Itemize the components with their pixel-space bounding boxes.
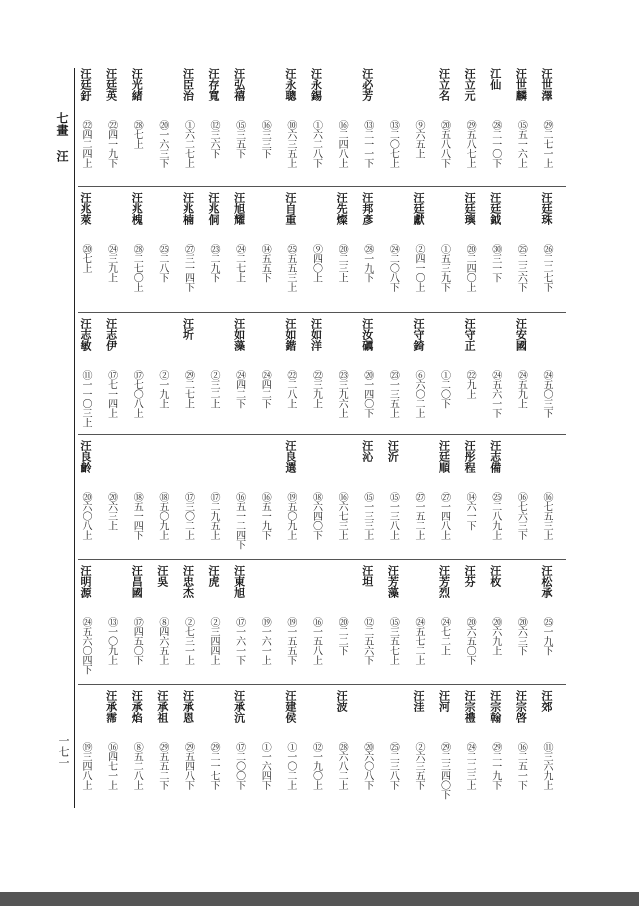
entry-ref: ⑰一六一下 <box>233 617 245 665</box>
entry-ref: ㉙二七上 <box>182 370 194 408</box>
entry-name: 汪光緒 <box>130 68 144 101</box>
entry-name: 汪承祖 <box>155 690 169 723</box>
entry-ref: ㉙五八七上 <box>464 120 476 168</box>
entry-ref: ㉙五四八下 <box>182 742 194 790</box>
entry-ref: ㉕二三六下 <box>515 244 527 292</box>
entry-ref: ⑳六九上 <box>489 617 501 655</box>
entry-name: 汪兆侗 <box>207 192 221 225</box>
entry-name: 汪弘禧 <box>232 68 246 101</box>
entry-ref: ㉙五五二下 <box>156 742 168 790</box>
entry-name: 汪志伊 <box>104 318 118 351</box>
entry-ref: ⑫三六下 <box>208 120 220 158</box>
entry-ref: ②七三一上 <box>182 617 194 665</box>
entry-ref: ⑨四〇上 <box>310 244 322 282</box>
entry-name: 汪如洋 <box>309 318 323 351</box>
entry-ref: ㉙二三四〇下 <box>438 742 450 799</box>
entry-ref: ⑯七五三上 <box>541 492 552 540</box>
entry-name: 汪芳烈 <box>437 565 451 598</box>
entry-ref: ⑳六五〇下 <box>464 617 476 665</box>
entry-ref: ㉒四一九下 <box>105 120 117 168</box>
entry-name: 汪先燦 <box>335 192 349 225</box>
entry-ref: ②六三五下 <box>412 742 424 790</box>
entry-ref: ⑯二四八上 <box>336 120 348 168</box>
entry-name: 汪汝礪 <box>360 318 374 351</box>
entry-ref: ①六二七上 <box>182 120 194 168</box>
entry-ref: ㉔四二下 <box>259 370 271 408</box>
entry-ref: ㉘七上 <box>131 120 143 149</box>
entry-ref: ⑧四六五上 <box>156 617 168 665</box>
entry-ref: ㉙二一七下 <box>208 742 220 790</box>
entry-ref: ⑳二二下 <box>336 617 348 655</box>
entry-ref: ①一六四下 <box>259 742 271 790</box>
entry-ref: ⑮一三三上 <box>361 492 373 540</box>
entry-name: 汪洼 <box>411 690 425 712</box>
entry-name: 汪邦彥 <box>360 192 374 225</box>
entry-ref: ②一九上 <box>156 370 168 408</box>
entry-ref: ㉗三一四下 <box>182 244 194 292</box>
entry-ref: ⑯三三下 <box>259 120 271 158</box>
entry-name: 汪安國 <box>514 318 528 351</box>
entry-name: 汪建侯 <box>283 690 297 723</box>
entry-name: 汪廷英 <box>104 68 118 101</box>
entry-ref: ㉕五五三上 <box>284 244 296 292</box>
entry-name: 汪良選 <box>283 440 297 473</box>
entry-ref: ⑲三四八上 <box>80 742 91 790</box>
entry-ref: ㉗一五二上 <box>412 492 424 540</box>
entry-ref: ⑯六七三上 <box>336 492 348 540</box>
entry-name: 汪存寬 <box>207 68 221 101</box>
entry-ref: ⑭六一下 <box>464 492 476 530</box>
band-divider <box>78 559 566 560</box>
entry-name: 汪沁 <box>360 440 374 462</box>
entry-name: 汪廷璵 <box>463 192 477 225</box>
entry-name: 汪廷順 <box>437 440 451 473</box>
band-divider <box>78 186 566 187</box>
entry-name: 汪旭耀 <box>232 192 246 225</box>
entry-name: 江仙 <box>488 68 502 90</box>
entry-name: 汪兆萊 <box>79 192 92 225</box>
entry-ref: ㉔二二三上 <box>464 742 476 790</box>
entry-ref: ㉓一三五上 <box>387 370 399 418</box>
entry-name: 汪沂 <box>386 440 400 462</box>
entry-name: 汪波 <box>335 690 349 712</box>
entry-ref: ①五三九下 <box>438 244 450 292</box>
entry-name: 汪虎 <box>207 565 221 587</box>
entry-name: 汪宗禮 <box>463 690 477 723</box>
entry-name: 汪芬 <box>463 565 477 587</box>
entry-ref: ⑯四七一上 <box>105 742 117 790</box>
entry-ref: ㉘一九下 <box>361 244 373 282</box>
band-divider <box>78 684 566 685</box>
entry-name: 汪守錡 <box>411 318 425 351</box>
entry-ref: ①二〇下 <box>438 370 450 408</box>
entry-ref: ㉕二八九上 <box>489 492 501 540</box>
entry-ref: ㉒二八上 <box>284 370 296 408</box>
band-divider <box>78 312 566 313</box>
entry-ref: ⑳二三上 <box>336 244 348 282</box>
entry-name: 汪立元 <box>463 68 477 101</box>
entry-ref: ㉔四二下 <box>233 370 245 408</box>
entry-name: 汪永錫 <box>309 68 323 101</box>
entry-name: 汪承霈 <box>104 690 118 723</box>
entry-ref: ⑮五一六上 <box>515 120 527 168</box>
entry-name: 汪圻 <box>181 318 195 340</box>
entry-name: 汪必芳 <box>360 68 374 101</box>
page-number: 一七一 <box>57 735 70 768</box>
entry-name: 汪志敏 <box>79 318 92 351</box>
entry-ref: ㉔五七二上 <box>412 617 424 665</box>
entry-ref: ②三四四上 <box>208 617 220 665</box>
entry-name: 汪自重 <box>283 192 297 225</box>
entry-name: 汪如藻 <box>232 318 246 351</box>
entry-ref: ⑯一五八上 <box>310 617 322 665</box>
entry-ref: ㉖二二七下 <box>541 244 552 292</box>
band-divider <box>78 434 566 435</box>
entry-name: 汪兆楠 <box>181 192 195 225</box>
entry-ref: ㉙二七一上 <box>541 120 552 168</box>
entry-ref: ⑳七上 <box>80 244 91 273</box>
entry-ref: ㉓三九六上 <box>336 370 348 418</box>
viewer-bottom-bar <box>0 892 639 906</box>
entry-ref: ⑮一三八上 <box>387 492 399 540</box>
entry-ref: ⑥六〇二上 <box>412 370 424 418</box>
entry-ref: ㉕二八下 <box>156 244 168 282</box>
entry-name: 汪世麟 <box>514 68 528 101</box>
entry-name: 汪彤程 <box>463 440 477 473</box>
entry-ref: ⑰二九五上 <box>208 492 220 540</box>
entry-name: 汪芳藻 <box>386 565 400 598</box>
entry-ref: ②三二上 <box>208 370 220 408</box>
entry-ref: ⑮三五七上 <box>387 617 399 665</box>
entry-ref: ⑯二五一下 <box>515 742 527 790</box>
entry-ref: ㉕二三八下 <box>387 742 399 790</box>
entry-ref: ⑰七〇八上 <box>131 370 143 418</box>
entry-name: 汪廷鉞 <box>488 192 502 225</box>
entry-ref: ⑩六三五上 <box>284 120 296 168</box>
entry-ref: ㉒九上 <box>464 370 476 399</box>
entry-ref: ⑰四五〇下 <box>131 617 143 665</box>
entry-ref: ㉔七二上 <box>438 617 450 655</box>
entry-ref: ⑳一六三下 <box>156 120 168 168</box>
entry-ref: ㉔三九上 <box>105 244 117 282</box>
entry-ref: ⑲五〇九上 <box>284 492 296 540</box>
entry-name: 汪承沆 <box>232 690 246 723</box>
entry-ref: ⑳五八八下 <box>438 120 450 168</box>
entry-ref: ⑧五二八上 <box>131 742 143 790</box>
entry-ref: ⑰七一四上 <box>105 370 117 418</box>
entry-ref: ㉔二〇八下 <box>387 244 399 292</box>
entry-ref: ⑮三五下 <box>233 120 245 158</box>
entry-name: 汪守正 <box>463 318 477 351</box>
entry-ref: ⑲一五五下 <box>284 617 296 665</box>
entry-ref: ㉒四二四上 <box>80 120 91 168</box>
entry-ref: ⑱六四〇下 <box>310 492 322 540</box>
entry-name: 汪東旭 <box>232 565 246 598</box>
entry-ref: ㉔五〇三下 <box>541 370 552 418</box>
entry-name: 汪枚 <box>488 565 502 587</box>
entry-name: 汪吳 <box>155 565 169 587</box>
entry-ref: ⑯七六三下 <box>515 492 527 540</box>
entry-ref: ⑳六三上 <box>105 492 117 530</box>
entry-ref: ㉔二七上 <box>233 244 245 282</box>
entry-ref: ⑱五一四下 <box>131 492 143 540</box>
entry-ref: ㉚三一下 <box>489 244 501 282</box>
entry-name: 汪松承 <box>540 565 553 598</box>
entry-name: 汪廷獻 <box>411 192 425 225</box>
entry-ref: ②四一〇上 <box>412 244 424 292</box>
entry-name: 汪廷釪 <box>79 68 92 101</box>
entry-ref: ⑫一九〇上 <box>310 742 322 790</box>
entry-ref: ⑰三〇二上 <box>182 492 194 540</box>
section-label: 七畫 <box>55 112 69 136</box>
entry-name: 汪世澤 <box>540 68 553 101</box>
entry-ref: ㉘二七〇上 <box>131 244 143 292</box>
entry-ref: ⑭五五下 <box>259 244 271 282</box>
entry-ref: ⑳六〇八上 <box>80 492 91 540</box>
entry-ref: ⑬二一一下 <box>361 120 373 168</box>
entry-ref: ㉒三九上 <box>310 370 322 408</box>
entry-ref: ㉘六八二上 <box>336 742 348 790</box>
entry-name: 汪良齡 <box>79 440 92 473</box>
entry-ref: ①一〇二上 <box>284 742 296 790</box>
entry-name: 汪志備 <box>488 440 502 473</box>
entry-ref: ㉔五六一下 <box>489 370 501 418</box>
margin-rule <box>74 68 75 808</box>
entry-name: 汪承恩 <box>181 690 195 723</box>
entry-name: 汪宗啓 <box>514 690 528 723</box>
entry-ref: ⑰二〇〇下 <box>233 742 245 790</box>
entry-ref: ㉘二一〇下 <box>489 120 501 168</box>
entry-ref: ⑲一六一上 <box>259 617 271 665</box>
entry-ref: ⑯五一九下 <box>259 492 271 540</box>
entry-ref: ㉓二九下 <box>208 244 220 282</box>
entry-ref: ⑳二四〇上 <box>464 244 476 292</box>
entry-ref: ㉔五九上 <box>515 370 527 408</box>
entry-ref: ⑳一四〇下 <box>361 370 373 418</box>
entry-ref: ⑱五〇九上 <box>156 492 168 540</box>
entry-ref: ⑫二五六下 <box>361 617 373 665</box>
entry-ref: ⑳六〇八下 <box>361 742 373 790</box>
entry-name: 汪河 <box>437 690 451 712</box>
surname-label: 汪 <box>55 150 69 162</box>
entry-name: 汪宗翰 <box>488 690 502 723</box>
entry-ref: ⑳六三下 <box>515 617 527 655</box>
entry-ref: ⑪一一〇三上 <box>80 370 91 427</box>
entry-ref: ⑬二〇七上 <box>387 120 399 168</box>
entry-ref: ㉕一九下 <box>541 617 552 655</box>
entry-name: 汪永聰 <box>283 68 297 101</box>
entry-ref: ①六二八下 <box>310 120 322 168</box>
entry-name: 汪承焰 <box>130 690 144 723</box>
entry-name: 汪如鍇 <box>283 318 297 351</box>
entry-name: 汪立名 <box>437 68 451 101</box>
entry-name: 汪兆槐 <box>130 192 144 225</box>
entry-name: 汪坦 <box>360 565 374 587</box>
entry-name: 汪臣治 <box>181 68 195 101</box>
entry-name: 汪廷珠 <box>540 192 553 225</box>
entry-ref: ㉙二一九下 <box>489 742 501 790</box>
entry-ref: ⑯五一二四下 <box>233 492 245 549</box>
entry-ref: ㉔五六〇四下 <box>80 617 91 674</box>
entry-name: 汪郊 <box>540 690 553 712</box>
entry-ref: ⑨六五上 <box>412 120 424 158</box>
entry-name: 汪明源 <box>79 565 92 598</box>
entry-ref: ㉗一四八上 <box>438 492 450 540</box>
entry-ref: ⑬一〇九上 <box>105 617 117 665</box>
entry-ref: ⑪三六九上 <box>541 742 552 790</box>
entry-name: 汪昌國 <box>130 565 144 598</box>
entry-name: 汪忠杰 <box>181 565 195 598</box>
